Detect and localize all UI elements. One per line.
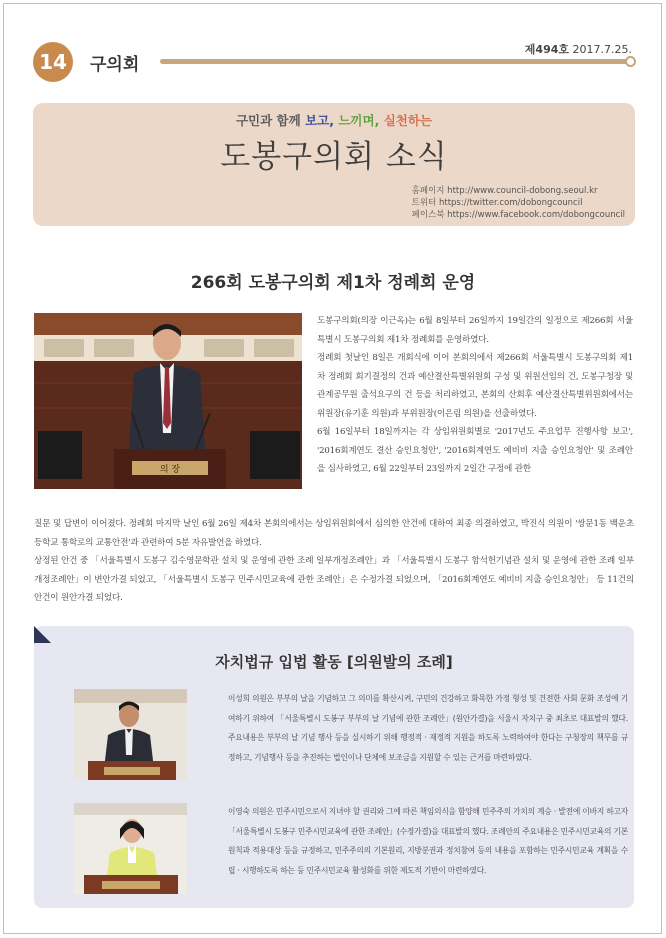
member-photo-2-art: [74, 803, 187, 894]
banner-tagline: [33, 111, 635, 129]
council-chair-photo-art: [34, 313, 302, 489]
legislation-item-1: [228, 689, 628, 767]
header-rule: [160, 59, 632, 64]
tagline-feel: 느끼며,: [338, 113, 380, 128]
article-paragraph-1: 도봉구의회(의장 이근옥)는 6월 8일부터 26일까지 19일간의 일정으로 제266회 서울특별시 도봉구의회 제1차 정례회를 운영하였다.: [317, 316, 633, 345]
article-paragraph-3-top: 6월 16일부터 18일까지는 각 상임위원회별로 '2017년도 주요업무 진행사항 보고', '2016회계연도 결산 승인요청안', '2016회계연도 예비비 지출 승인요청안' 및 조례안을 심사하였고, 6월 22일부터 23일까지 2일간 구정에 관한: [317, 427, 633, 474]
member-photo-2: [74, 803, 187, 894]
legislation-item-2-text: 이영숙 의원은 민주시민으로서 지녀야 할 권리와 그에 따른 책임의식을 함양해 민주주의 가치의 계승 · 발전에 이바지 하고자 「서울특별시 도봉구 민주시민교육에 관한 조례안」(수정가결)을 대표발의 했다. 조례안의 주요내용은 민주시민교육의 기본원칙과 적용대상 등을 규정하고, 민주주의의 기본원리, 지방분권과 정치참여 등의 내용을 포함하는 민주시민교육 계획을 수립 · 시행하도록 하는 등 민주시민교육 활성화를 위한 제도적 기반이 마련하였다.: [228, 807, 628, 875]
legislation-item-2: [228, 802, 628, 880]
tagline-act: 실천하는: [383, 113, 432, 128]
facebook-link[interactable]: 페이스북 https://www.facebook.com/dobongcouncil: [411, 210, 625, 220]
article-paragraph-2: 정례회 첫날인 8일은 개회식에 이어 본회의에서 제266회 서울특별시 도봉구의회 제1차 정례회 회기결정의 건과 예산결산특별위원회 구성 및 위원선임의 건, 도봉구청장 및 관계공무원 출석요구의 건 등을 처리하였고, 본회의 산회후 예산결산특별위원회에서는 위원장(유기훈 의원)과 부위원장(이은림 의원)을 선출하였다.: [317, 353, 633, 419]
tagline-see: 보고,: [305, 113, 334, 128]
article-paragraph-4: 상정된 안건 중 「서울특별시 도봉구 김수영문학관 설치 및 운영에 관한 조례 일부개정조례안」과 「서울특별시 도봉구 함석헌기념관 설치 및 운영에 관한 조례 일부개정조례안」이 변안가결 되었고, 「서울특별시 도봉구 민주시민교육에 관한 조례안」은 수정가결 되었으며, 「2016회계연도 예비비 지출 승인요청안」 등 11건의 안건이 원안가결 되었다.: [34, 556, 634, 603]
banner-title: 도봉구의회 소식: [220, 139, 448, 175]
twitter-link[interactable]: 트위터 https://twitter.com/dobongcouncil: [411, 198, 583, 208]
homepage-link[interactable]: 홈페이지 http://www.council-dobong.seoul.kr: [411, 186, 598, 196]
article-body-full: [34, 515, 634, 608]
member-photo-1-art: [74, 689, 187, 780]
article-paragraph-3-bottom: 질문 및 답변이 이어졌다. 정례회 마지막 날인 6월 26일 제4차 본회의에서는 상임위원회에서 심의한 안건에 대하여 최종 의결하였고, 박진식 의원이 '쌍문1동 백운초등학교 통학로의 교통안전'과 관련하여 5분 자유발언을 하였다.: [34, 519, 634, 548]
member-photo-1: [74, 689, 187, 780]
issue-date: 2017.7.25.: [572, 43, 632, 56]
header-rule-dot: [625, 56, 636, 67]
issue-number: 제494호: [524, 43, 570, 56]
article-body-right: [317, 312, 633, 479]
council-chair-photo: [34, 313, 302, 489]
legislation-item-1-text: 이성희 의원은 부부의 날을 기념하고 그 의미를 확산시켜, 구민의 건강하고 화목한 가정 형성 및 건전한 사회 문화 조성에 기여하기 위하여 「서울특별시 도봉구 부부의 날 기념에 관한 조례안」(원안가결)을 서울시 자치구 중 최초로 대표발의 했다. 주요내용은 부부의 날 기념 행사 등을 실시하기 위해 행정적 · 재정적 지원을 하도록 노력하여야 한다는 구청장의 책무를 규정하고, 기념행사 등을 추진하는 법인이나 단체에 보조금을 지원할 수 있는 근거를 마련하였다.: [228, 694, 629, 762]
page-number-badge: 14: [33, 42, 73, 82]
council-news-banner: [33, 103, 635, 226]
section-title: 구의회: [90, 55, 140, 75]
legislation-title: 자치법규 입법 활동 [의원발의 조례]: [215, 653, 453, 671]
article-headline: 266회 도봉구의회 제1차 정례회 운영: [190, 273, 476, 293]
lectern-sign-text: 의 장: [159, 465, 181, 475]
box-corner-triangle: [34, 626, 51, 643]
issue-info: [525, 41, 632, 57]
banner-links: [412, 185, 625, 221]
tagline-prefix: 구민과 함께: [235, 113, 306, 128]
legislation-box: [34, 626, 634, 908]
